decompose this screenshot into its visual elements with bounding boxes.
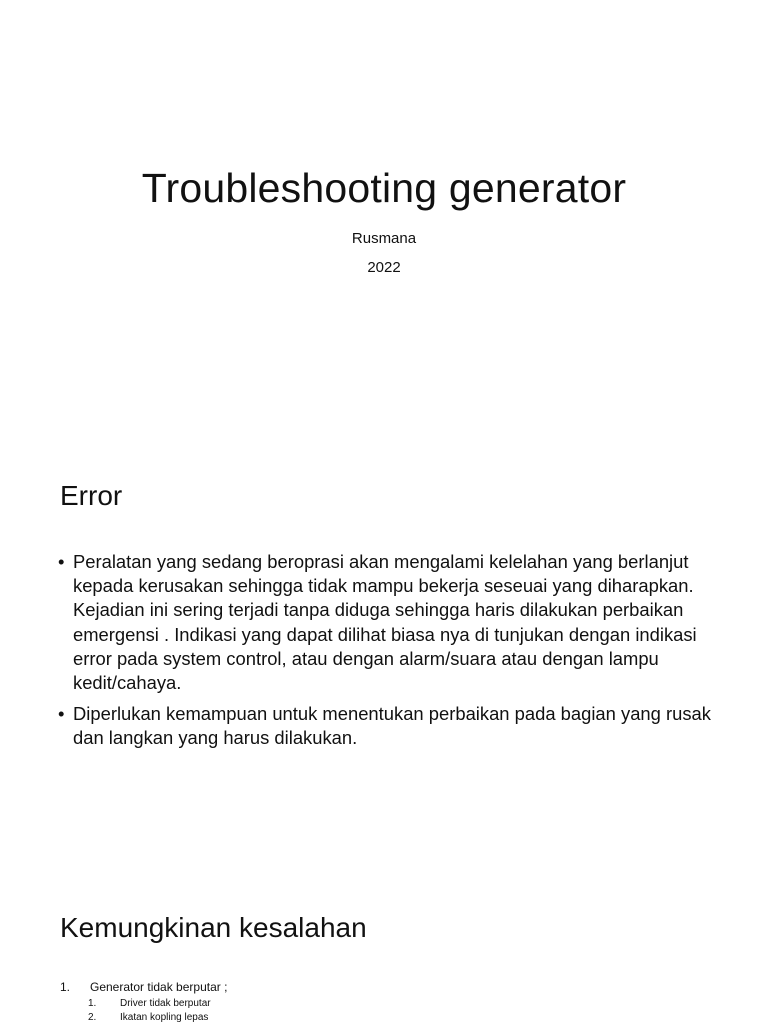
list-number: 1. xyxy=(60,980,71,994)
error-slide xyxy=(0,433,768,865)
bullet-item xyxy=(58,702,718,750)
bullet-text: Peralatan yang sedang beroprasi akan mengalami kelelahan yang berlanjut kepada kerusakan sehingga tidak mampu bekerja seseuai yang diharapkan. Kejadian ini sering terjadi tanpa diduga sehingga haris dilakukan perbaikan emergensi . Indikasi yang dapat dilihat biasa nya di tunjukan dengan indikasi error pada system control, atau dengan alarm/suara atau dengan lampu kedit/cahaya. xyxy=(73,551,697,694)
bullet-marker: • xyxy=(58,551,65,572)
bullet-item xyxy=(58,550,718,695)
bullet-marker: • xyxy=(58,703,65,725)
slide-heading-faults: Kemungkinan kesalahan xyxy=(60,912,367,943)
list-text: Generator tidak berputar ; xyxy=(90,980,228,994)
possible-faults-slide xyxy=(0,865,768,1024)
author-name: Rusmana xyxy=(351,230,417,247)
presentation-title: Troubleshooting generator xyxy=(141,165,627,211)
bullet-text: Diperlukan kemampuan untuk menentukan perbaikan pada bagian yang rusak dan langkan yang harus dilakukan. xyxy=(73,703,711,749)
sub-list-text: Driver tidak berputar xyxy=(120,998,211,1009)
presentation-year: 2022 xyxy=(367,259,401,276)
slide-heading-error: Error xyxy=(60,480,123,511)
bullet-list xyxy=(58,550,718,758)
sub-list-number: 1. xyxy=(88,998,97,1009)
sub-list-number: 2. xyxy=(88,1012,97,1023)
title-slide xyxy=(0,0,768,433)
sub-list-text: Ikatan kopling lepas xyxy=(120,1012,209,1023)
